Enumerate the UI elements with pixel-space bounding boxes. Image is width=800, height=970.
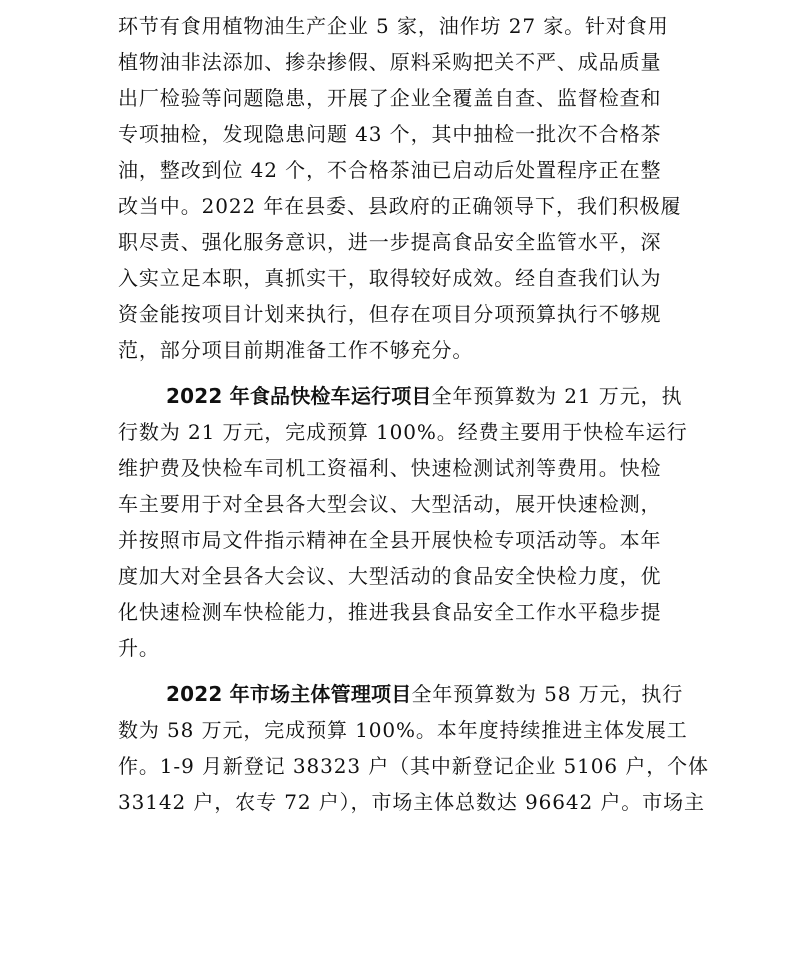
paragraph-line: 数为 58 万元，完成预算 100%。本年度持续推进主体发展工 xyxy=(118,718,688,742)
paragraph-line: 改当中。2022 年在县委、县政府的正确领导下，我们积极履 xyxy=(118,194,682,218)
paragraph-line: 车主要用于对全县各大型会议、大型活动，展开快速检测， xyxy=(118,492,662,516)
document-body xyxy=(118,8,709,820)
paragraph-line-continuation: 全年预算数为 58 万元，执行 xyxy=(411,682,684,706)
paragraph-first-line xyxy=(118,676,688,712)
paragraph-line: 职尽责、强化服务意识，进一步提高食品安全监管水平，深 xyxy=(118,230,662,254)
section-title: 2022 年食品快检车运行项目 xyxy=(166,384,432,408)
paragraph-spacing xyxy=(118,368,688,378)
paragraph-line-continuation: 全年预算数为 21 万元，执 xyxy=(431,384,683,408)
paragraph-3 xyxy=(118,676,709,820)
paragraph-line: 专项抽检，发现隐患问题 43 个，其中抽检一批次不合格茶 xyxy=(118,122,662,146)
paragraph-2 xyxy=(118,378,688,666)
paragraph-line: 化快速检测车快检能力，推进我县食品安全工作水平稳步提 xyxy=(118,600,662,624)
paragraph-line: 环节有食用植物油生产企业 5 家，油作坊 27 家。针对食用 xyxy=(118,14,669,38)
paragraph-line: 维护费及快检车司机工资福利、快速检测试剂等费用。快检 xyxy=(118,456,662,480)
paragraph-line: 33142 户，农专 72 户），市场主体总数达 96642 户。市场主 xyxy=(118,790,705,814)
paragraph-spacing xyxy=(118,666,688,676)
section-title: 2022 年市场主体管理项目 xyxy=(166,682,412,706)
paragraph-line: 出厂检验等问题隐患，开展了企业全覆盖自查、监督检查和 xyxy=(118,86,662,110)
paragraph-line: 作。1-9 月新登记 38323 户（其中新登记企业 5106 户，个体 xyxy=(118,754,709,778)
paragraph-first-line xyxy=(118,378,688,414)
paragraph-line: 升。 xyxy=(118,636,160,660)
paragraph-line: 资金能按项目计划来执行，但存在项目分项预算执行不够规 xyxy=(118,302,662,326)
paragraph-line: 范，部分项目前期准备工作不够充分。 xyxy=(118,338,474,362)
paragraph-line: 入实立足本职，真抓实干，取得较好成效。经自查我们认为 xyxy=(118,266,662,290)
paragraph-1 xyxy=(118,8,688,368)
paragraph-line: 度加大对全县各大会议、大型活动的食品安全快检力度，优 xyxy=(118,564,662,588)
paragraph-line: 行数为 21 万元，完成预算 100%。经费主要用于快检车运行 xyxy=(118,420,688,444)
paragraph-line: 植物油非法添加、掺杂掺假、原料采购把关不严、成品质量 xyxy=(118,50,662,74)
paragraph-line: 油，整改到位 42 个，不合格茶油已启动后处置程序正在整 xyxy=(118,158,662,182)
paragraph-line: 并按照市局文件指示精神在全县开展快检专项活动等。本年 xyxy=(118,528,662,552)
